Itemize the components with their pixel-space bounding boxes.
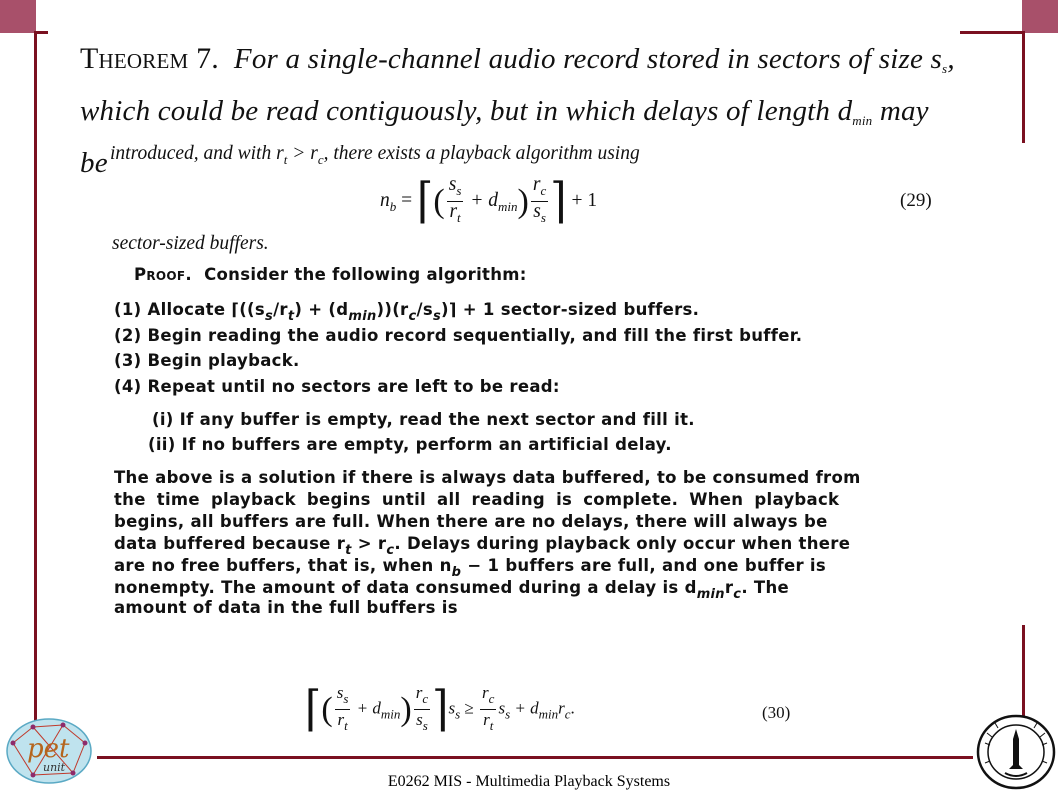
eq30-rparen: ) <box>400 690 412 728</box>
eq29-eq: = <box>396 189 417 211</box>
eq30-r: r <box>337 710 345 729</box>
eq30-frac2 <box>414 683 430 736</box>
eq30-tail-s-sub: s <box>505 706 511 722</box>
para-line7: amount of data in the full buffers is <box>114 598 458 617</box>
frame-left <box>34 31 37 753</box>
eq29-number: (29) <box>900 190 932 211</box>
eq29-rc-sub: c <box>540 183 547 198</box>
proof-step2: (2) Begin reading the audio record sequentially, and fill the first buffer. <box>114 326 803 345</box>
theorem-sub-s: s <box>942 61 948 76</box>
eq30-tail-r-sub: c <box>564 706 571 722</box>
corner-block-left <box>0 0 36 33</box>
para6-sub: min <box>696 587 725 602</box>
proof-step4: (4) Repeat until no sectors are left to be read: <box>114 377 560 396</box>
frame-top-right <box>960 31 1024 34</box>
eq30-ss: s <box>416 710 423 729</box>
step1-sub5: s <box>432 309 442 324</box>
para-line1: The above is a solution if there is always data buffered, to be consumed from <box>114 468 861 487</box>
eq30-r3: r <box>483 710 490 729</box>
eq29-rparen: ) <box>517 182 529 220</box>
eq29-ss: s <box>533 201 541 222</box>
eq30-rc: r <box>415 683 423 702</box>
equation-29 <box>380 175 597 228</box>
para-line4 <box>114 534 850 558</box>
eq30-rc-sub: c <box>422 691 429 706</box>
eq29-plus-one: + 1 <box>566 189 598 211</box>
eq29-r: r <box>449 201 458 222</box>
eq29-rc: r <box>532 174 541 195</box>
step1-sub4: c <box>408 309 417 324</box>
eq29-lbracket: ⌈ <box>417 175 434 228</box>
eq29-d-sub: min <box>498 198 518 214</box>
eq30-plus-d: + d <box>352 698 381 718</box>
footer-course-title: E0262 MIS - Multimedia Playback Systems <box>387 773 671 790</box>
cont-line-after: sector-sized buffers. <box>112 233 269 254</box>
proof-step4-i: (i) If any buffer is empty, read the next sector and fill it. <box>152 410 695 429</box>
cont-gt: > r <box>287 143 318 164</box>
eq30-r-sub: t <box>344 718 348 733</box>
eq30-period: . <box>570 698 575 718</box>
eq30-tail-d-sub: min <box>538 706 559 722</box>
step1-sub3: min <box>348 309 377 324</box>
para6-b: . The <box>741 578 790 597</box>
para6-r: r <box>724 578 734 597</box>
eq29-s-sub: s <box>456 183 462 198</box>
proof-intro <box>134 265 527 284</box>
equation-30 <box>305 683 575 736</box>
eq29-plus-d: + d <box>465 189 499 211</box>
para5-b: − 1 buffers are full, and one buffer is <box>461 556 827 575</box>
para4-a: data buffered because r <box>114 534 346 553</box>
step1-f: )⌉ + 1 sector-sized buffers. <box>441 300 700 319</box>
step1-e: /s <box>416 300 433 319</box>
eq30-frac3 <box>480 683 496 736</box>
cont-line1 <box>110 143 640 172</box>
eq29-n-sub: b <box>389 198 397 214</box>
para4-gt: > r <box>351 534 387 553</box>
eq30-ss-sub: s <box>422 718 428 733</box>
para4-b: . Delays during playback only occur when there <box>394 534 851 553</box>
para5-a: are no free buffers, that is, when n <box>114 556 452 575</box>
logo-pet-text: pet <box>27 734 70 764</box>
frame-right-upper <box>1022 31 1025 143</box>
para-line3: begins, all buffers are full. When there are no delays, there will always be <box>114 512 828 531</box>
theorem-label: Theorem 7. <box>80 42 219 75</box>
eq30-tail-r: r <box>558 698 565 718</box>
eq29-frac1 <box>447 175 464 228</box>
theorem-sub-min: min <box>852 113 873 128</box>
step1-b: /r <box>273 300 288 319</box>
step1-sub2: t <box>287 309 295 324</box>
eq30-d-sub: min <box>380 706 401 722</box>
eq30-lparen: ( <box>321 690 333 728</box>
step1-c: ) + (d <box>294 300 349 319</box>
para5-sub: b <box>451 565 462 580</box>
step1-d: ))(r <box>376 300 409 319</box>
eq30-frac1 <box>335 683 351 736</box>
para4-sub-t: t <box>345 543 352 558</box>
step1-a: (1) Allocate ⌈((s <box>114 300 266 319</box>
cont-sub-t: t <box>283 152 288 167</box>
cont-text-a: introduced, and with r <box>110 143 284 164</box>
theorem-line2-end: may be <box>80 95 929 179</box>
eq30-lbracket: ⌈ <box>305 683 322 736</box>
cont-sub-c: c <box>317 152 324 167</box>
frame-top-left <box>36 31 48 34</box>
eq30-s: s <box>336 683 344 702</box>
para4-sub-c: c <box>386 543 395 558</box>
para-line2: the time playback begins until all reading is complete. When playback <box>114 490 840 509</box>
theorem-line1: For a single-channel audio record stored in sectors of size s <box>233 43 943 75</box>
eq30-mid-s: s <box>448 698 456 718</box>
eq30-r2: r <box>482 683 489 702</box>
theorem-line2: which could be read contiguously, but in which delays of length d <box>80 95 853 127</box>
eq30-ge: ≥ <box>460 698 479 718</box>
eq30-s-sub: s <box>343 691 349 706</box>
proof-label: Proof. <box>134 265 193 284</box>
cont-text-b: , there exists a playback algorithm using <box>323 143 640 164</box>
para-line5 <box>114 556 826 580</box>
eq29-s: s <box>448 174 457 195</box>
logo-unit-text: unit <box>43 761 66 774</box>
proof-intro-text: Consider the following algorithm: <box>204 265 527 284</box>
eq29-r-sub: t <box>457 210 461 225</box>
proof-step1 <box>114 300 699 324</box>
bottom-rule <box>97 756 973 759</box>
step1-sub1: s <box>265 309 274 324</box>
eq30-number: (30) <box>762 703 791 722</box>
corner-block-right <box>1022 0 1058 33</box>
eq29-ss-sub: s <box>540 210 546 225</box>
theorem-comma: , <box>947 43 955 75</box>
eq29-frac2 <box>531 175 548 228</box>
proof-step4-ii: (ii) If no buffers are empty, perform an artificial delay. <box>148 435 672 454</box>
eq30-mid-s-sub: s <box>455 706 461 722</box>
para6-a: nonempty. The amount of data consumed during a delay is d <box>114 578 697 597</box>
para6-rsub: c <box>733 587 742 602</box>
eq29-n: n <box>380 189 390 211</box>
eq30-tail-s: s <box>498 698 506 718</box>
eq30-r3-sub: t <box>489 718 494 733</box>
eq30-r2-sub: c <box>488 691 495 706</box>
proof-step3: (3) Begin playback. <box>114 351 300 370</box>
eq30-rbracket: ⌉ <box>432 683 449 736</box>
eq30-tail-plus: + d <box>510 698 539 718</box>
eq29-lparen: ( <box>433 182 445 220</box>
eq29-rbracket: ⌉ <box>550 175 567 228</box>
